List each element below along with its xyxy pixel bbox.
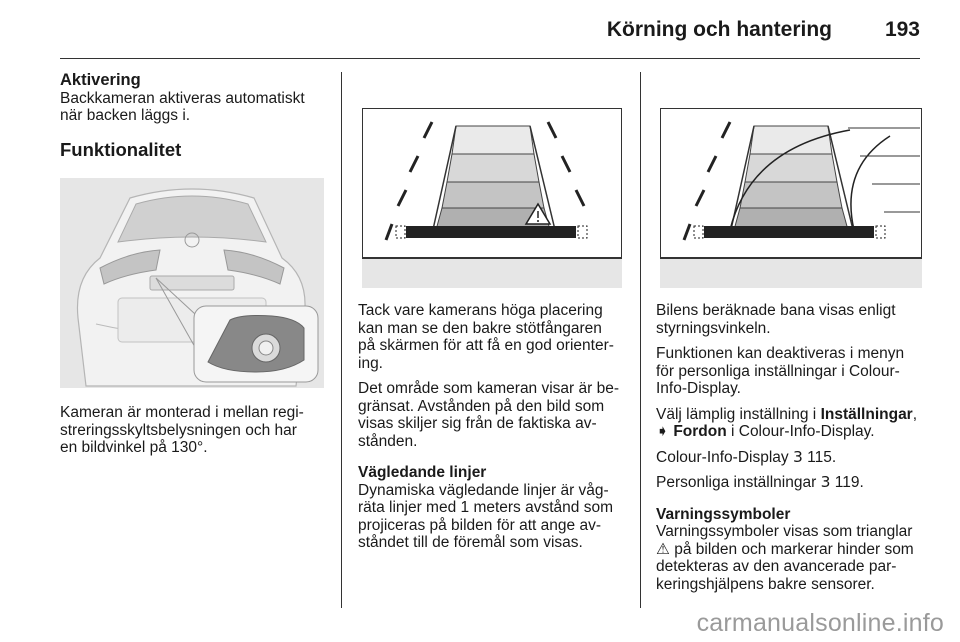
page-number: 193 xyxy=(884,18,920,41)
page-reference-icon: 3 xyxy=(792,447,803,466)
col2-paragraph-2 xyxy=(358,380,630,450)
reference-personliga-installningar[interactable] xyxy=(656,474,946,492)
col2-p1-line-1: Tack vare kamerans höga placering xyxy=(358,302,603,319)
col2-p2-line-2: gränsat. Avstånden på den bild som xyxy=(358,397,605,415)
col3-p2-line-2: för personliga inställningar i Colour- xyxy=(656,362,900,380)
chapter-title: Körning och hantering xyxy=(606,18,832,41)
column-divider-1 xyxy=(341,72,342,608)
fordon-menu-link[interactable]: Fordon xyxy=(673,423,727,440)
reference-1-text: Colour-Info-Display xyxy=(656,448,789,466)
settings-prefix: Välj lämplig inställning i xyxy=(656,405,821,423)
col2-paragraph-1 xyxy=(358,302,630,372)
trajectory-diagram xyxy=(660,108,922,288)
col3-p4-line-2-text: på bilden och markerar hinder som xyxy=(669,540,914,558)
funktionalitet-heading: Funktionalitet xyxy=(60,138,182,160)
kamera-line-1: Kameran är monterad i mellan regi- xyxy=(60,404,304,421)
col2-p3-line-1: Dynamiska vägledande linjer är våg- xyxy=(358,481,609,499)
trajectory-drawing xyxy=(660,108,922,288)
column-3 xyxy=(656,302,946,601)
col3-p1-line-2: styrningsvinkeln. xyxy=(656,319,771,337)
col2-p3-line-4: ståndet till de föremål som visas. xyxy=(358,534,583,551)
settings-suffix: i Colour-Info-Display. xyxy=(726,423,875,440)
reference-1-page: 115. xyxy=(807,448,837,466)
page-reference-icon: 3 xyxy=(820,473,831,491)
col2-p1-line-4: ing. xyxy=(358,354,383,372)
reference-2-page: 119. xyxy=(834,474,864,491)
aktivering-line-1: Backkameran aktiveras automatiskt xyxy=(60,89,305,107)
reference-colour-info-display[interactable] xyxy=(656,449,946,467)
column-2 xyxy=(358,302,630,560)
kamera-line-3: en bildvinkel på 130°. xyxy=(60,439,208,456)
col2-p2-line-1: Det område som kameran visar är be- xyxy=(358,380,620,397)
column-1 xyxy=(60,72,330,158)
col2-paragraph-3 xyxy=(358,482,630,552)
col3-p4-line-2 xyxy=(656,541,946,559)
aktivering-line-2: när backen läggs i. xyxy=(60,107,191,124)
col2-p2-line-4: stånden. xyxy=(358,432,418,450)
col3-paragraph-1 xyxy=(656,302,946,337)
col2-p3-line-2: räta linjer med 1 meters avstånd som xyxy=(358,499,613,516)
col2-p3-line-3: projiceras på bilden för att ange av- xyxy=(358,516,601,534)
guide-lines-drawing xyxy=(362,108,622,288)
col2-p1-line-2: kan man se den bakre stötfångaren xyxy=(358,319,602,337)
vagledande-heading: Vägledande linjer xyxy=(358,464,487,481)
kamera-line-2: streringsskyltsbelysningen och har xyxy=(60,421,297,439)
reference-2-text: Personliga inställningar xyxy=(656,474,817,491)
col2-p2-line-3: visas skiljer sig från de faktiska av- xyxy=(358,415,597,432)
car-rear-illustration xyxy=(60,178,324,388)
col3-p4-line-4: keringshjälpens bakre sensorer. xyxy=(656,575,875,593)
col3-p2-line-1: Funktionen kan deaktiveras i menyn xyxy=(656,345,905,362)
col3-p4-line-3: detekteras av den avancerade par- xyxy=(656,558,897,575)
varning-heading: Varningssymboler xyxy=(656,505,791,523)
col3-p2-line-3: Info-Display. xyxy=(656,380,741,397)
col3-paragraph-2 xyxy=(656,345,946,398)
menu-arrow-icon: ➧ xyxy=(656,423,669,440)
col2-p1-line-3: på skärmen för att få en god orienter- xyxy=(358,337,614,354)
settings-menu-link[interactable]: Inställningar xyxy=(820,405,913,423)
col3-paragraph-3 xyxy=(656,406,946,441)
aktivering-heading: Aktivering xyxy=(60,71,141,89)
guide-lines-diagram xyxy=(362,108,622,288)
settings-comma: , xyxy=(912,405,918,423)
watermark: carmanualsonline.info xyxy=(696,609,944,637)
rear-camera-photo xyxy=(60,178,324,388)
col3-paragraph-4 xyxy=(656,523,946,593)
warning-triangle-icon: ⚠ xyxy=(656,540,670,558)
col3-p1-line-1: Bilens beräknade bana visas enligt xyxy=(656,302,896,319)
header-rule xyxy=(60,58,920,59)
col3-p4-line-1: Varningssymboler visas som trianglar xyxy=(656,523,913,540)
column-1-lower xyxy=(60,404,330,457)
column-divider-2 xyxy=(640,72,641,608)
